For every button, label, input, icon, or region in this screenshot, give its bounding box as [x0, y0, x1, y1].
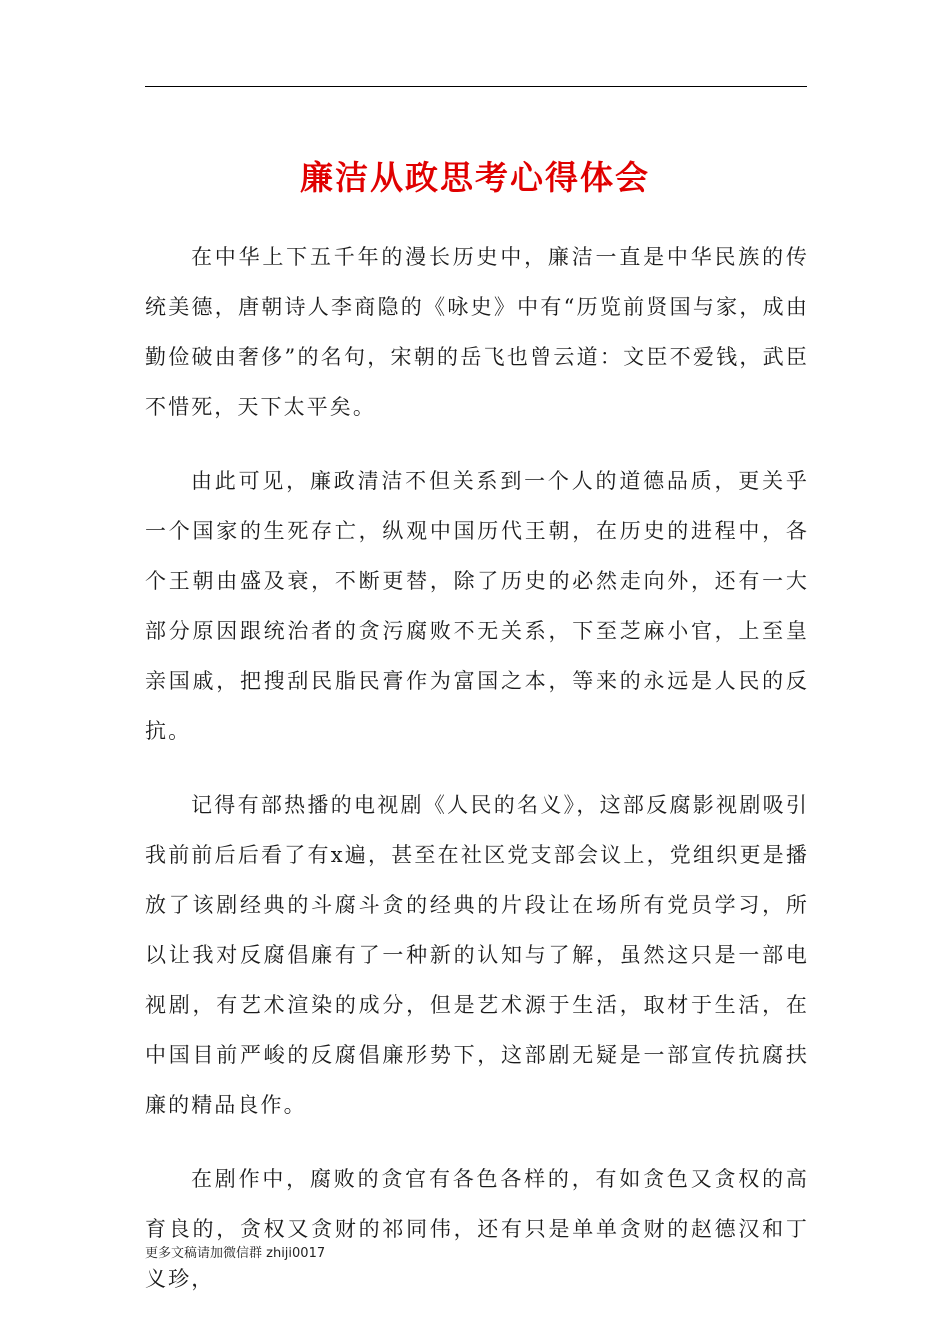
document-body — [145, 232, 809, 1328]
document-title: 廉洁从政思考心得体会 — [300, 158, 650, 197]
header-rule — [145, 86, 807, 87]
paragraph-4: 在剧作中，腐败的贪官有各色各样的，有如贪色又贪权的高育良的，贪权又贪财的祁同伟，还有只是单单贪财的赵德汉和丁义珍， — [145, 1167, 809, 1291]
paragraph-3: 记得有部热播的电视剧《人民的名义》，这部反腐影视剧吸引我前前后后看了有x遍，甚至在社区党支部会议上，党组织更是播放了该剧经典的斗腐斗贪的经典的片段让在场所有党员学习，所以让我对反腐倡廉有了一种新的认知与了解，虽然这只是一部电视剧，有艺术渲染的成分，但是艺术源于生活，取材于生活，在中国目前严峻的反腐倡廉形势下，这部剧无疑是一部宣传抗腐扶廉的精品良作。 — [145, 793, 809, 1117]
paragraph-2: 由此可见，廉政清洁不但关系到一个人的道德品质，更关乎一个国家的生死存亡，纵观中国历代王朝，在历史的进程中，各个王朝由盛及衰，不断更替，除了历史的必然走向外，还有一大部分原因跟统治者的贪污腐败不无关系，下至芝麻小官，上至皇亲国戚，把搜刮民脂民膏作为富国之本，等来的永远是人民的反抗。 — [145, 469, 809, 743]
footer-note: 更多文稿请加微信群 zhiji0017 — [145, 1246, 326, 1261]
paragraph-1: 在中华上下五千年的漫长历史中，廉洁一直是中华民族的传统美德，唐朝诗人李商隐的《咏史》中有“历览前贤国与家，成由勤俭破由奢侈”的名句，宋朝的岳飞也曾云道：文臣不爱钱，武臣不惜死，天下太平矣。 — [145, 245, 809, 419]
